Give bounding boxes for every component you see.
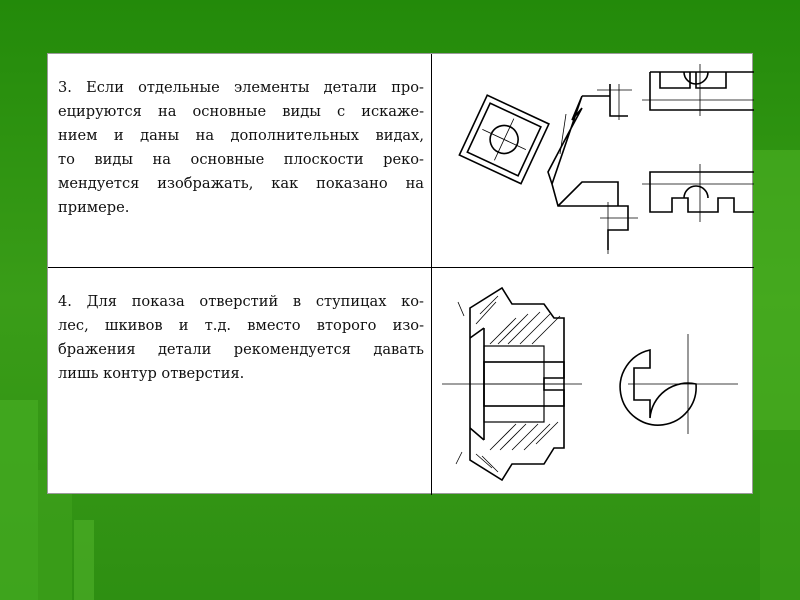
rules-table [47,53,753,494]
text-line: то виды на основные плоскости реко- [58,151,424,168]
text-line: лишь контур отверстия. [58,365,245,382]
decor-stripe [74,520,94,600]
text-line: 4. Для показа отверстий в ступицах ко- [58,293,424,310]
text-line: 3. Если отдельные элементы детали про- [58,79,424,96]
text-line: ецируются на основные виды с искаже- [58,103,424,120]
gear-hub-drawing [432,268,754,495]
text-line: мендуется изображать, как показано на [58,175,424,192]
decor-stripe [760,430,800,600]
bevel-gear-section [442,288,582,480]
bent-bracket-view [548,84,628,250]
top-view-notched-block [650,72,754,110]
text-line: примере. [58,199,130,216]
rule-3-drawing-cell [432,54,754,268]
rule-4-text [58,290,424,386]
text-line: бражения детали рекомендуется давать [58,341,424,358]
hole-contour-view [620,334,738,434]
bottom-view-notched-block [650,172,754,212]
text-line: нием и даны на дополнительных видах, [58,127,424,144]
rule-4-drawing-cell [432,268,754,495]
projection-views-drawing [432,54,754,268]
text-line: лес, шкивов и т.д. вместо второго изо- [58,317,424,334]
rule-3-text [58,76,424,220]
tilted-block-view [459,95,549,184]
decor-stripe [0,400,38,600]
